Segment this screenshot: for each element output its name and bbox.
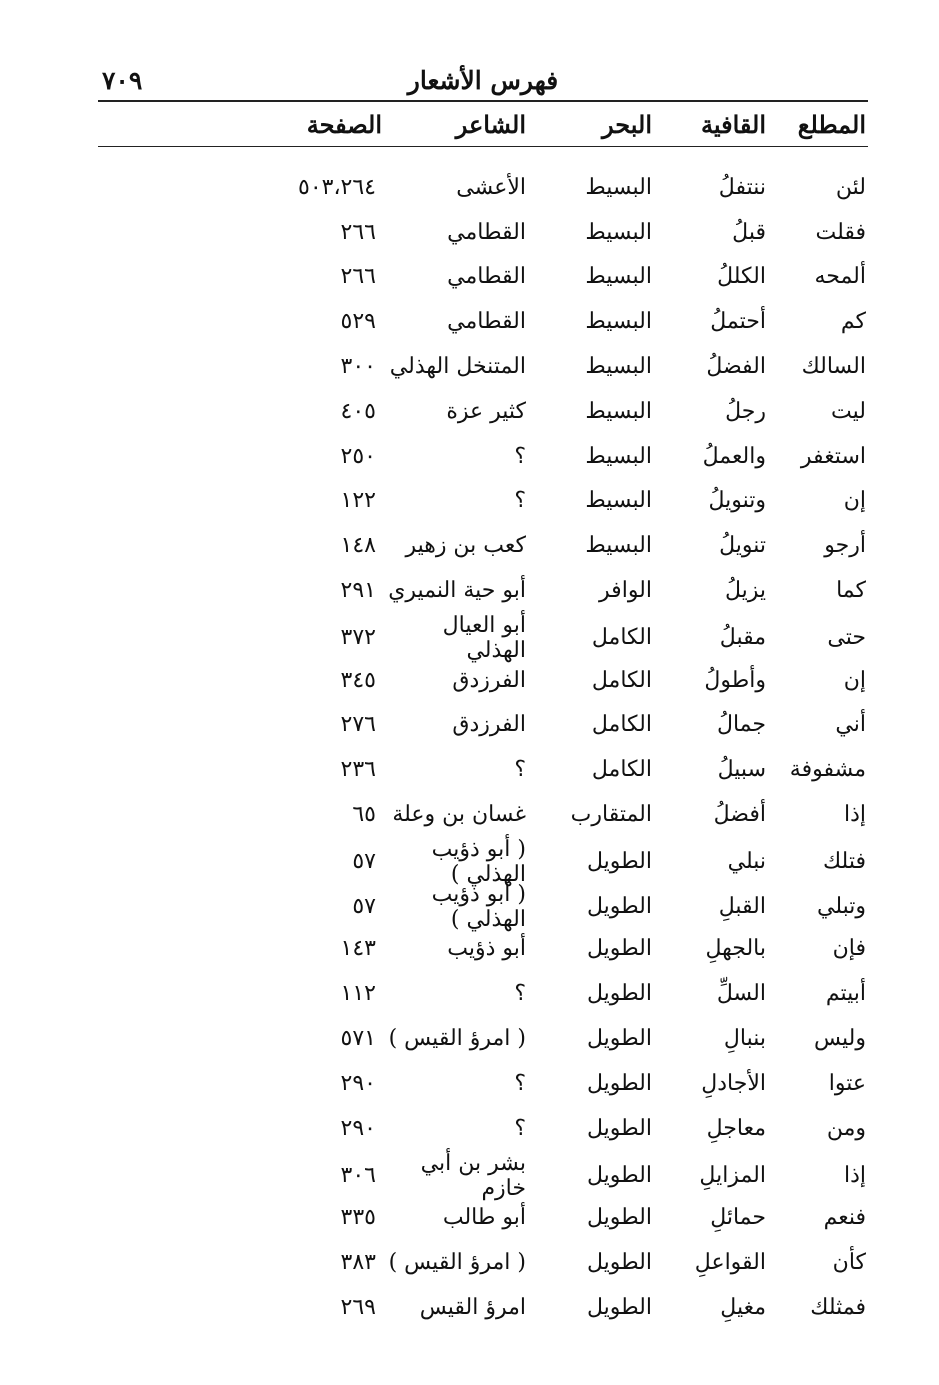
column-header-row <box>98 102 868 146</box>
cell-page: ٥٧ <box>352 894 376 920</box>
header-rule <box>98 146 868 147</box>
table-row <box>98 1240 868 1285</box>
cell-qafiya: يزيلُ <box>724 578 766 604</box>
cell-page: ٥٧ <box>352 849 376 875</box>
cell-bahr: البسيط <box>585 309 652 335</box>
cell-page: ٣٠٠ <box>340 354 376 380</box>
cell-matla: أرجو <box>824 533 866 559</box>
cell-page: ٢٥٠ <box>340 443 376 469</box>
cell-page: ٢٦٩ <box>340 1294 376 1320</box>
cell-poet: القطامي <box>447 309 526 335</box>
cell-bahr: الطويل <box>586 1294 652 1320</box>
cell-bahr: الطويل <box>586 1205 652 1231</box>
cell-bahr: الكامل <box>591 625 652 651</box>
cell-matla: إذا <box>843 1163 866 1189</box>
cell-qafiya: بنبالِ <box>723 1026 766 1052</box>
cell-bahr: الطويل <box>586 1070 652 1096</box>
cell-qafiya: الأجادلِ <box>701 1070 766 1096</box>
cell-poet: غسان بن وعلة <box>392 802 526 828</box>
table-row <box>98 792 868 837</box>
cell-poet: المتنخل الهذلي <box>389 354 526 380</box>
cell-bahr: الكامل <box>591 757 652 783</box>
cell-qafiya: القواعلِ <box>694 1250 766 1276</box>
cell-matla: فإن <box>832 936 866 962</box>
table-row <box>98 1195 868 1240</box>
cell-qafiya: قبلُ <box>732 219 766 245</box>
cell-poet: الفرزدق <box>452 712 526 738</box>
cell-bahr: الطويل <box>586 1163 652 1189</box>
cell-matla: السالك <box>801 354 866 380</box>
cell-poet: ؟ <box>514 488 526 514</box>
table-row <box>98 836 868 887</box>
table-row <box>98 479 868 524</box>
cell-poet: أبو طالب <box>442 1205 526 1231</box>
cell-qafiya: والعملُ <box>702 443 766 469</box>
cell-page: ١١٢ <box>340 981 376 1007</box>
table-row <box>98 210 868 255</box>
column-header-matla: المطلع <box>797 109 866 139</box>
index-page <box>98 62 868 1332</box>
cell-bahr: الكامل <box>591 667 652 693</box>
cell-matla: كم <box>840 309 866 335</box>
cell-matla: ليت <box>831 398 866 424</box>
cell-page: ٥٢٩ <box>340 309 376 335</box>
running-head <box>98 62 868 100</box>
cell-page: ٣٣٥ <box>340 1205 376 1231</box>
cell-page: ٢٣٦ <box>340 757 376 783</box>
table-row <box>98 1285 868 1330</box>
table-row <box>98 1016 868 1061</box>
table-row <box>98 299 868 344</box>
cell-qafiya: الفضلُ <box>706 354 766 380</box>
cell-qafiya: بالجهلِ <box>705 936 766 962</box>
table-row <box>98 703 868 748</box>
table-row <box>98 1061 868 1106</box>
cell-poet: بشر بن أبي خازم <box>420 1150 526 1201</box>
cell-bahr: البسيط <box>585 533 652 559</box>
cell-matla: لئن <box>835 174 866 200</box>
cell-poet: القطامي <box>447 264 526 290</box>
cell-bahr: الكامل <box>591 712 652 738</box>
cell-poet: ؟ <box>514 981 526 1007</box>
cell-poet: القطامي <box>447 219 526 245</box>
column-header-poet: الشاعر <box>455 109 526 139</box>
cell-poet: كعب بن زهير <box>405 533 526 559</box>
cell-qafiya: أحتملُ <box>710 309 766 335</box>
cell-qafiya: وأطولُ <box>704 667 766 693</box>
table-row <box>98 1150 868 1201</box>
cell-matla: فنعم <box>823 1205 866 1231</box>
cell-page: ٦٥ <box>352 802 376 828</box>
cell-page: ٤٠٥ <box>340 398 376 424</box>
cell-matla: حتى <box>827 625 866 651</box>
table-row <box>98 389 868 434</box>
table-row <box>98 255 868 300</box>
cell-qafiya: المزايلِ <box>699 1163 766 1189</box>
cell-page: ٢٩٠ <box>340 1115 376 1141</box>
cell-bahr: الطويل <box>586 1026 652 1052</box>
cell-matla: كأن <box>832 1250 866 1276</box>
cell-matla: كما <box>836 578 866 604</box>
cell-matla: إذا <box>843 802 866 828</box>
cell-qafiya: أفضلُ <box>713 802 766 828</box>
cell-page: ٢٦٦ <box>340 264 376 290</box>
cell-matla: عتوا <box>828 1070 866 1096</box>
cell-qafiya: مغيلِ <box>720 1294 766 1320</box>
cell-page: ١٢٢ <box>340 488 376 514</box>
cell-poet: ( أبو ذؤيب الهذلي ) <box>431 836 526 887</box>
cell-qafiya: معاجلِ <box>706 1115 766 1141</box>
cell-page: ٢٦٦ <box>340 219 376 245</box>
cell-matla: ألمحه <box>814 264 866 290</box>
cell-qafiya: جمالُ <box>716 712 766 738</box>
cell-qafiya: نبلي <box>727 849 766 875</box>
cell-qafiya: الكللُ <box>717 264 766 290</box>
column-header-bahr: البحر <box>602 109 652 139</box>
page-title: فهرس الأشعار <box>407 66 559 95</box>
cell-qafiya: رجلُ <box>725 398 766 424</box>
cell-poet: ؟ <box>514 1115 526 1141</box>
cell-matla: فتلك <box>823 849 866 875</box>
table-row <box>98 971 868 1016</box>
cell-qafiya: وتنويلُ <box>708 488 766 514</box>
table-row <box>98 881 868 932</box>
cell-qafiya: سبيلُ <box>717 757 766 783</box>
cell-bahr: الطويل <box>586 936 652 962</box>
cell-matla: أني <box>835 712 866 738</box>
cell-bahr: الطويل <box>586 849 652 875</box>
cell-poet: ؟ <box>514 757 526 783</box>
cell-qafiya: ننتفلُ <box>718 174 766 200</box>
cell-poet: ( امرؤ القيس ) <box>388 1026 526 1052</box>
cell-page: ٣٠٦ <box>340 1163 376 1189</box>
cell-bahr: البسيط <box>585 398 652 424</box>
cell-qafiya: مقبلُ <box>719 625 766 651</box>
cell-poet: ( امرؤ القيس ) <box>388 1250 526 1276</box>
cell-bahr: الوافر <box>599 578 652 604</box>
cell-page: ٢٩٠ <box>340 1070 376 1096</box>
cell-matla: إن <box>843 488 866 514</box>
index-table-body <box>98 165 868 1330</box>
cell-qafiya: تنويلُ <box>719 533 766 559</box>
cell-qafiya: القبلِ <box>718 894 766 920</box>
table-row <box>98 523 868 568</box>
cell-bahr: البسيط <box>585 174 652 200</box>
cell-matla: استغفر <box>800 443 866 469</box>
table-row <box>98 658 868 703</box>
cell-page: ١٤٣ <box>340 936 376 962</box>
table-row <box>98 1106 868 1151</box>
table-row <box>98 612 868 663</box>
cell-poet: ؟ <box>514 1070 526 1096</box>
cell-matla: إن <box>843 667 866 693</box>
cell-page: ١٤٨ <box>340 533 376 559</box>
cell-qafiya: السلِّ <box>716 981 766 1007</box>
cell-matla: وتبلي <box>816 894 866 920</box>
cell-matla: ومن <box>826 1115 866 1141</box>
cell-bahr: الطويل <box>586 981 652 1007</box>
cell-matla: وليس <box>813 1026 866 1052</box>
cell-matla: أبيتم <box>825 981 866 1007</box>
cell-bahr: البسيط <box>585 264 652 290</box>
cell-page: ٥٧١ <box>340 1026 376 1052</box>
cell-poet: أبو ذؤيب <box>447 936 526 962</box>
cell-bahr: الطويل <box>586 1250 652 1276</box>
cell-poet: الفرزدق <box>452 667 526 693</box>
cell-page: ٢٩١ <box>340 578 376 604</box>
cell-poet: امرؤ القيس <box>419 1294 526 1320</box>
cell-matla: فقلت <box>815 219 866 245</box>
table-row <box>98 344 868 389</box>
cell-bahr: البسيط <box>585 354 652 380</box>
table-row <box>98 568 868 613</box>
page-number: ٧٠٩ <box>102 66 143 95</box>
cell-poet: ؟ <box>514 443 526 469</box>
cell-bahr: المتقارب <box>570 802 652 828</box>
cell-poet: أبو حية النميري <box>388 578 526 604</box>
column-header-qafiya: القافية <box>700 109 766 139</box>
cell-page: ٢٧٦ <box>340 712 376 738</box>
cell-matla: مشفوفة <box>789 757 866 783</box>
cell-page: ٣٧٢ <box>340 625 376 651</box>
cell-bahr: البسيط <box>585 219 652 245</box>
cell-poet: ( أبو ذؤيب الهذلي ) <box>431 881 526 932</box>
cell-poet: كثير عزة <box>446 398 526 424</box>
table-row <box>98 747 868 792</box>
cell-bahr: الطويل <box>586 894 652 920</box>
table-row <box>98 927 868 972</box>
cell-qafiya: حمائلِ <box>710 1205 766 1231</box>
cell-page: ٣٤٥ <box>340 667 376 693</box>
table-row <box>98 165 868 210</box>
cell-poet: أبو العيال الهذلي <box>442 612 526 663</box>
cell-page: ٥٠٣،٢٦٤ <box>298 174 376 200</box>
table-row <box>98 434 868 479</box>
cell-poet: الأعشى <box>456 174 526 200</box>
cell-bahr: البسيط <box>585 488 652 514</box>
cell-bahr: البسيط <box>585 443 652 469</box>
column-header-page: الصفحة <box>306 109 382 139</box>
cell-page: ٣٨٣ <box>340 1250 376 1276</box>
cell-matla: فمثلك <box>810 1294 866 1320</box>
cell-bahr: الطويل <box>586 1115 652 1141</box>
